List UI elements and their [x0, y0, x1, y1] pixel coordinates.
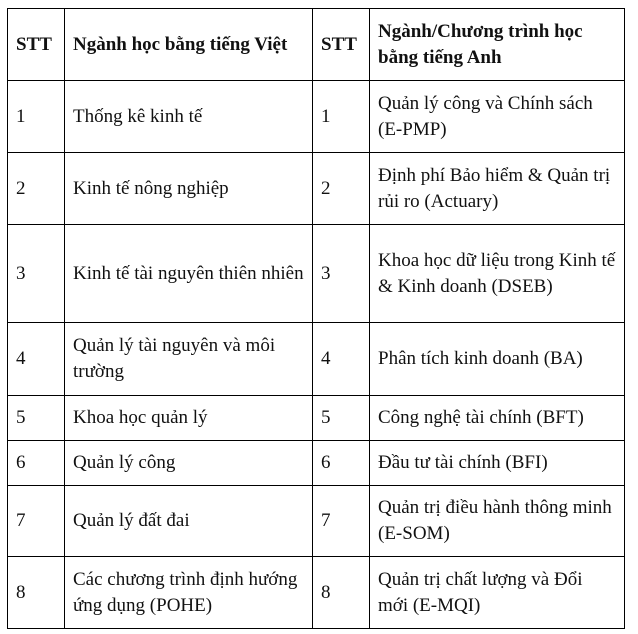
en-program-cell: Định phí Bảo hiểm & Quản trị rủi ro (Actuary) [370, 153, 625, 225]
header-english-programs: Ngành/Chương trình học bằng tiếng Anh [370, 9, 625, 81]
programs-table [7, 8, 625, 629]
vn-program-cell: Quản lý tài nguyên và môi trường [65, 323, 313, 396]
en-program-cell: Công nghệ tài chính (BFT) [370, 396, 625, 441]
vn-program-cell: Thống kê kinh tế [65, 81, 313, 153]
stt-en-cell: 7 [313, 486, 370, 557]
en-program-cell: Đầu tư tài chính (BFI) [370, 441, 625, 486]
header-stt-right: STT [313, 9, 370, 81]
stt-vn-cell: 8 [8, 557, 65, 629]
table-row [8, 486, 625, 557]
stt-vn-cell: 5 [8, 396, 65, 441]
vn-program-cell: Kinh tế nông nghiệp [65, 153, 313, 225]
stt-en-cell: 8 [313, 557, 370, 629]
vn-program-cell: Quản lý đất đai [65, 486, 313, 557]
stt-vn-cell: 3 [8, 225, 65, 323]
table-row [8, 557, 625, 629]
en-program-cell: Quản trị điều hành thông minh (E-SOM) [370, 486, 625, 557]
table-row [8, 153, 625, 225]
en-program-cell: Khoa học dữ liệu trong Kinh tế & Kinh doanh (DSEB) [370, 225, 625, 323]
stt-vn-cell: 1 [8, 81, 65, 153]
vn-program-cell: Quản lý công [65, 441, 313, 486]
stt-en-cell: 4 [313, 323, 370, 396]
vn-program-cell: Các chương trình định hướng ứng dụng (POHE) [65, 557, 313, 629]
en-program-cell: Phân tích kinh doanh (BA) [370, 323, 625, 396]
table-row [8, 225, 625, 323]
header-row [8, 9, 625, 81]
stt-en-cell: 1 [313, 81, 370, 153]
vn-program-cell: Kinh tế tài nguyên thiên nhiên [65, 225, 313, 323]
stt-en-cell: 5 [313, 396, 370, 441]
vn-program-cell: Khoa học quản lý [65, 396, 313, 441]
stt-en-cell: 2 [313, 153, 370, 225]
header-stt-left: STT [8, 9, 65, 81]
table-row [8, 441, 625, 486]
table-row [8, 396, 625, 441]
stt-vn-cell: 4 [8, 323, 65, 396]
stt-en-cell: 3 [313, 225, 370, 323]
stt-vn-cell: 6 [8, 441, 65, 486]
stt-vn-cell: 7 [8, 486, 65, 557]
header-vietnamese-programs: Ngành học bằng tiếng Việt [65, 9, 313, 81]
en-program-cell: Quản lý công và Chính sách (E-PMP) [370, 81, 625, 153]
table-row [8, 323, 625, 396]
stt-vn-cell: 2 [8, 153, 65, 225]
table-row [8, 81, 625, 153]
stt-en-cell: 6 [313, 441, 370, 486]
en-program-cell: Quản trị chất lượng và Đổi mới (E-MQI) [370, 557, 625, 629]
